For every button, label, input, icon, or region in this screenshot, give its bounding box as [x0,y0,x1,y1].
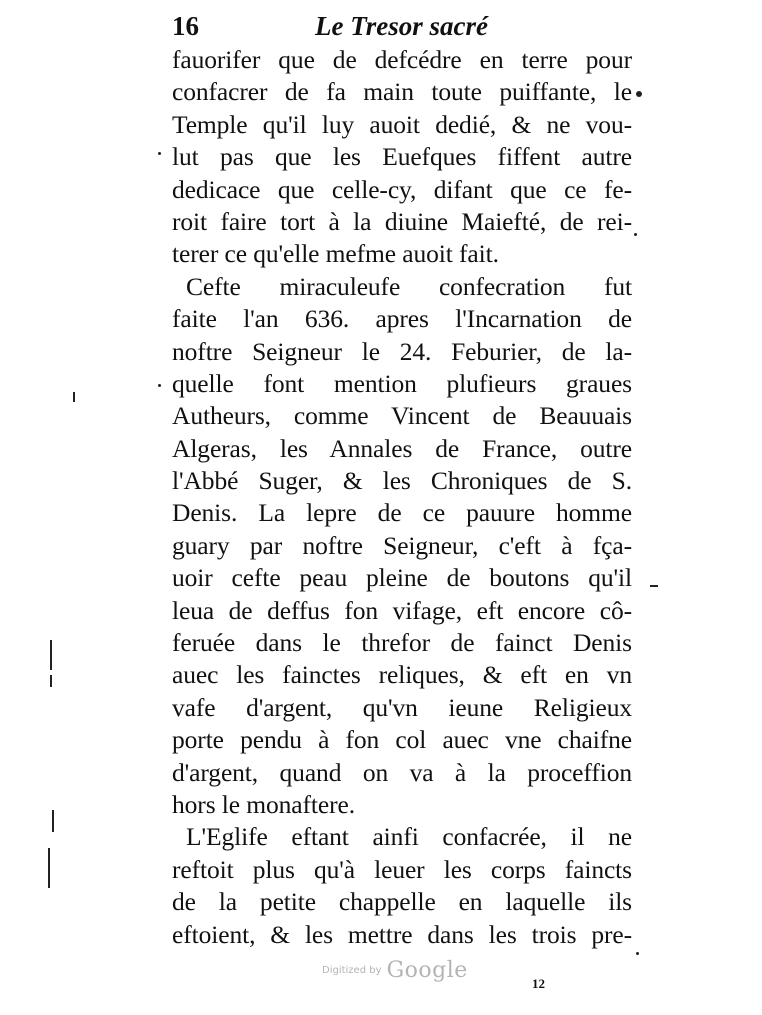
margin-speck [636,91,642,97]
signature-mark: 12 [532,976,545,991]
text-line: fauorifer que de defcédre en terre pour [172,45,632,74]
google-logo-text: Google [386,958,468,983]
text-line: d'argent, quand on va à la proceffion [172,757,632,787]
text-line: eftoient, & les mettre dans les trois pre- [172,919,632,949]
running-title: Le Tresor sacré [315,11,488,41]
text-line: uoir cefte peau pleine de boutons qu'il [172,563,632,593]
text-line: roit faire tort à la diuine Maiefté, de rei- [172,206,632,236]
text-line: Algeras, les Annales de France, outre [172,433,632,463]
text-line: lut pas que les Euefques fiffent autre [172,142,632,172]
text-line: confacrer de fa main toute puiffante, le [172,77,632,107]
text-line: vafe d'argent, qu'vn ieune Religieux [172,692,632,722]
text-line: guary par noftre Seigneur, c'eft à fça- [172,530,632,560]
margin-speck [50,675,52,687]
text-line: reftoit plus qu'à leuer les corps faincts [172,854,632,884]
margin-speck [158,384,161,387]
text-line: hors le monaftere. [172,789,356,819]
text-line: quelle font mention plufieurs graues [172,368,632,398]
text-line: dedicace que celle-cy, difant que ce fe- [172,174,632,204]
margin-speck [650,585,658,587]
margin-speck [158,152,161,155]
margin-speck [50,640,52,670]
text-line: l'Abbé Suger, & les Chroniques de S. [172,466,632,496]
text-line: terer ce qu'elle mefme auoit fait. [172,239,499,269]
text-line: noftre Seigneur le 24. Feburier, de la- [172,336,632,366]
margin-speck [73,392,75,402]
digitized-watermark [322,958,468,988]
margin-speck [634,233,637,236]
text-line: Denis. La lepre de ce pauure homme [172,498,632,528]
margin-speck [636,952,639,955]
digitized-by-text: Digitized by [322,965,382,976]
text-line: Cefte miraculeufe confecration fut [186,271,632,301]
text-line: leua de deffus fon vifage, eft encore cô- [172,595,632,625]
text-line: Temple qu'il luy auoit dedié, & ne vou- [172,109,632,139]
text-line: auec les fainctes reliques, & eft en vn [172,660,632,690]
text-line: faite l'an 636. apres l'Incarnation de [172,304,632,334]
text-line: feruée dans le threfor de fainct Denis [172,628,632,658]
text-line: Autheurs, comme Vincent de Beauuais [172,401,632,431]
text-line: porte pendu à fon col auec vne chaifne [172,725,632,755]
text-line: de la petite chappelle en laquelle ils [172,887,632,917]
body-text [172,44,632,951]
page-header [172,10,632,42]
page-number: 16 [172,11,199,41]
margin-speck [52,810,54,832]
margin-speck [48,848,50,888]
text-line: L'Eglife eftant ainfi confacrée, il ne [186,822,632,852]
